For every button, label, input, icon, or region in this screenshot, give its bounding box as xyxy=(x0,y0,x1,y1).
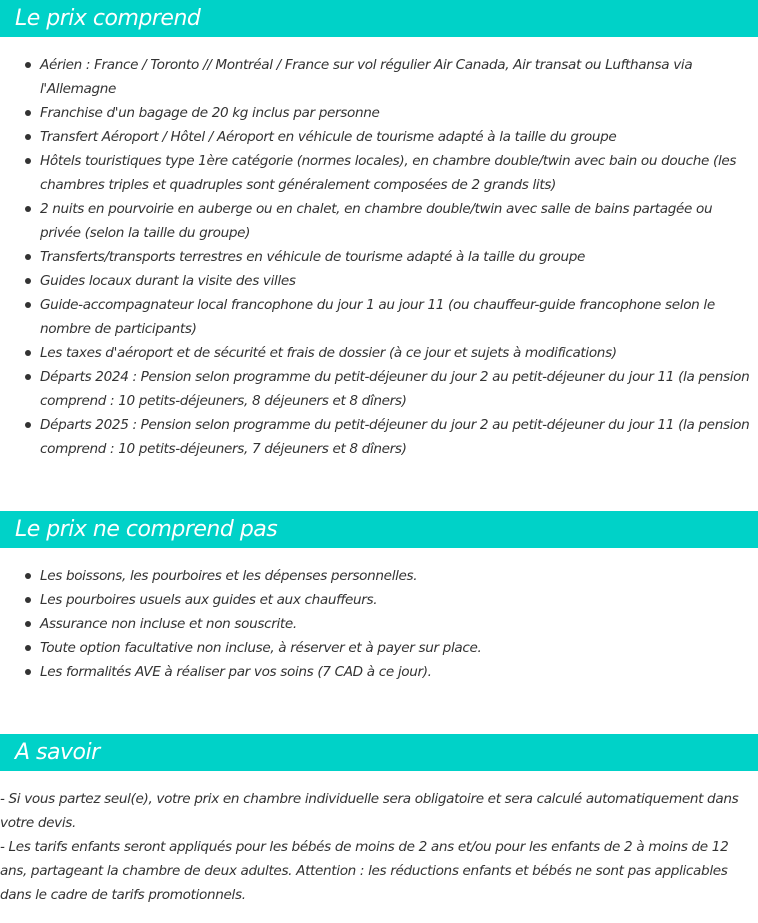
bullet-icon xyxy=(25,573,31,579)
savoir-header xyxy=(0,734,758,771)
savoir-text xyxy=(0,787,754,907)
bullet-icon xyxy=(25,278,31,284)
list-item: Départs 2025 : Pension selon programme du petit-déjeuner du jour 2 au petit-déjeuner du jour 11 (la pension comprend : 10 petits-déjeuners, 7 déjeuners et 8 dîners) xyxy=(0,413,758,461)
bullet-icon xyxy=(25,62,31,68)
bullet-icon xyxy=(25,621,31,627)
includes-title: Le prix comprend xyxy=(15,6,201,31)
bullet-icon xyxy=(25,669,31,675)
bullet-icon xyxy=(25,422,31,428)
list-item: Les taxes d'aéroport et de sécurité et frais de dossier (à ce jour et sujets à modifications) xyxy=(0,341,758,365)
list-item: Guides locaux durant la visite des villes xyxy=(0,269,758,293)
savoir-paragraph: - Les tarifs enfants seront appliqués pour les bébés de moins de 2 ans et/ou pour les enfants de 2 à moins de 12 ans, partageant la chambre de deux adultes. Attention : les réductions enfants et bébés ne sont pas applicables dans le cadre de tarifs promotionnels. xyxy=(0,839,729,903)
bullet-icon xyxy=(25,597,31,603)
list-item: Les boissons, les pourboires et les dépenses personnelles. xyxy=(0,564,758,588)
bullet-icon xyxy=(25,645,31,651)
list-item: Transferts/transports terrestres en véhicule de tourisme adapté à la taille du groupe xyxy=(0,245,758,269)
list-item: Transfert Aéroport / Hôtel / Aéroport en véhicule de tourisme adapté à la taille du groupe xyxy=(0,125,758,149)
excludes-title: Le prix ne comprend pas xyxy=(15,517,278,542)
list-item: Les pourboires usuels aux guides et aux chauffeurs. xyxy=(0,588,758,612)
excludes-list xyxy=(0,564,758,684)
savoir-paragraph: - Si vous partez seul(e), votre prix en chambre individuelle sera obligatoire et sera calculé automatiquement dans votre devis. xyxy=(0,791,739,831)
bullet-icon xyxy=(25,254,31,260)
list-item: Hôtels touristiques type 1ère catégorie (normes locales), en chambre double/twin avec bain ou douche (les chambres triples et quadruples sont généralement composées de 2 grands lits) xyxy=(0,149,758,197)
list-item: Toute option facultative non incluse, à réserver et à payer sur place. xyxy=(0,636,758,660)
includes-list xyxy=(0,53,758,461)
list-item: 2 nuits en pourvoirie en auberge ou en chalet, en chambre double/twin avec salle de bains partagée ou privée (selon la taille du groupe) xyxy=(0,197,758,245)
bullet-icon xyxy=(25,134,31,140)
bullet-icon xyxy=(25,158,31,164)
savoir-title: A savoir xyxy=(15,740,100,765)
list-item: Les formalités AVE à réaliser par vos soins (7 CAD à ce jour). xyxy=(0,660,758,684)
bullet-icon xyxy=(25,110,31,116)
list-item: Franchise d'un bagage de 20 kg inclus par personne xyxy=(0,101,758,125)
list-item: Guide-accompagnateur local francophone du jour 1 au jour 11 (ou chauffeur-guide francophone selon le nombre de participants) xyxy=(0,293,758,341)
excludes-header xyxy=(0,511,758,548)
list-item: Assurance non incluse et non souscrite. xyxy=(0,612,758,636)
bullet-icon xyxy=(25,350,31,356)
bullet-icon xyxy=(25,302,31,308)
list-item: Départs 2024 : Pension selon programme du petit-déjeuner du jour 2 au petit-déjeuner du jour 11 (la pension comprend : 10 petits-déjeuners, 8 déjeuners et 8 dîners) xyxy=(0,365,758,413)
list-item: Aérien : France / Toronto // Montréal / France sur vol régulier Air Canada, Air transat ou Lufthansa via l'Allemagne xyxy=(0,53,758,101)
includes-header xyxy=(0,0,758,37)
bullet-icon xyxy=(25,206,31,212)
bullet-icon xyxy=(25,374,31,380)
